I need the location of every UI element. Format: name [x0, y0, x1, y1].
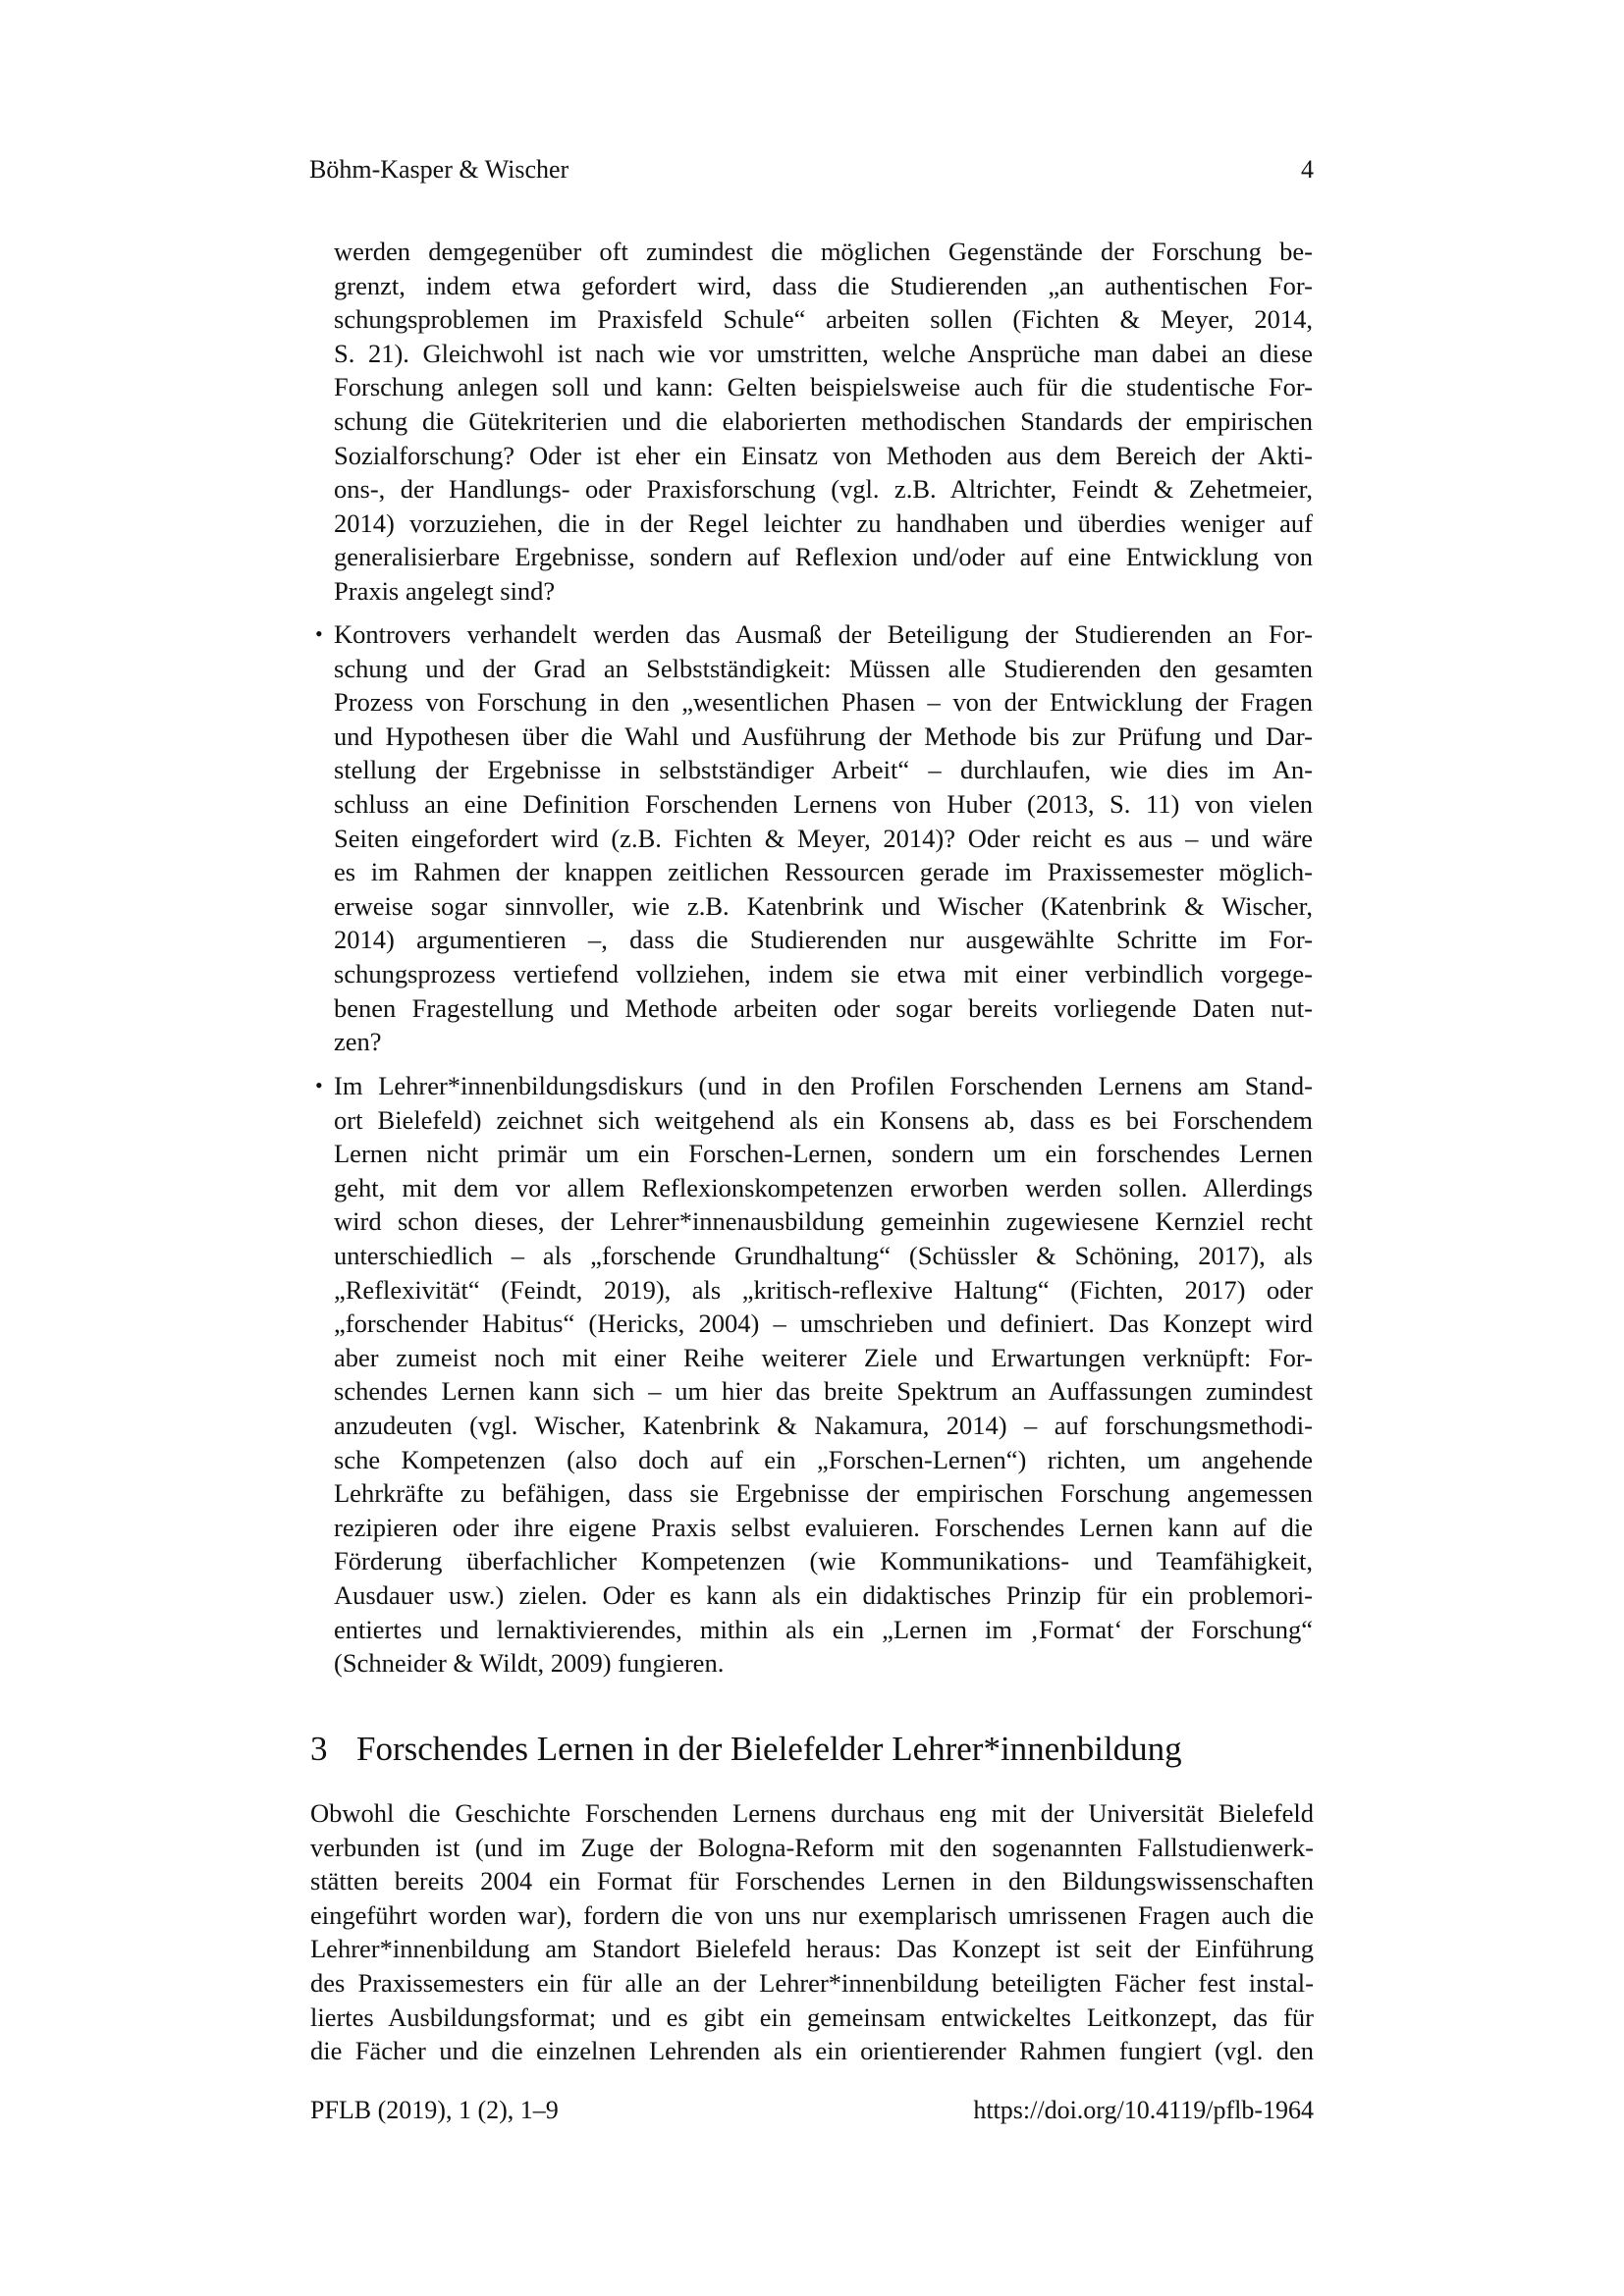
- text-line: schungsproblemen im Praxisfeld Schule“ arbeiten sollen (Fichten & Meyer, 2014,: [334, 304, 1313, 335]
- text-line: Lehrkräfte zu befähigen, dass sie Ergebnisse der empirischen Forschung angemessen: [334, 1478, 1313, 1509]
- text-line: erweise sogar sinnvoller, wie z.B. Katenbrink und Wischer (Katenbrink & Wischer,: [334, 890, 1313, 921]
- text-line: wird schon dieses, der Lehrer*innenausbildung gemeinhin zugewiesene Kernziel recht: [334, 1206, 1313, 1237]
- running-header: [309, 155, 1314, 185]
- page-number: 4: [1301, 155, 1314, 184]
- text-line: sche Kompetenzen (also doch auf ein „Forschen-Lernen“) richten, um angehende: [334, 1444, 1313, 1474]
- text-line: zen?: [334, 1027, 382, 1057]
- text-line: unterschiedlich – als „forschende Grundhaltung“ (Schüssler & Schöning, 2017), als: [334, 1240, 1313, 1270]
- journal-citation: PFLB (2019), 1 (2), 1–9: [310, 2096, 559, 2124]
- header-author: Böhm-Kasper & Wischer: [309, 155, 569, 184]
- text-line: liertes Ausbildungsformat; und es gibt ein gemeinsam entwickeltes Leitkonzept, das für: [310, 2002, 1314, 2032]
- doi-link[interactable]: https://doi.org/10.4119/pflb-1964: [973, 2096, 1314, 2124]
- text-line: es im Rahmen der knappen zeitlichen Ressourcen gerade im Praxissemester möglich-: [334, 857, 1313, 887]
- text-line: entiertes und lernaktivierendes, mithin als ein „Lernen im ‚Format‘ der Forschung“: [334, 1614, 1313, 1644]
- text-line: ort Bielefeld) zeichnet sich weitgehend als ein Konsens ab, dass es bei Forschendem: [334, 1104, 1313, 1135]
- text-line: Im Lehrer*innenbildungsdiskurs (und in den Profilen Forschenden Lernens am Stand-: [334, 1071, 1313, 1100]
- text-line: Sozialforschung? Oder ist eher ein Einsatz von Methoden aus dem Bereich der Akti-: [334, 440, 1313, 470]
- text-line: des Praxissemesters ein für alle an der Lehrer*innenbildung beteiligten Fächer fest instal-: [310, 1967, 1314, 1998]
- text-line: Prozess von Forschung in den „wesentlichen Phasen – von der Entwicklung der Fragen: [334, 687, 1313, 718]
- section-paragraph: [310, 1796, 1314, 2068]
- text-line: generalisierbare Ergebnisse, sondern auf Reflexion und/oder auf eine Entwicklung von: [334, 542, 1313, 572]
- text-line: benen Fragestellung und Methode arbeiten oder sogar bereits vorliegende Daten nut-: [334, 992, 1313, 1023]
- text-line: Förderung überfachlicher Kompetenzen (wie Kommunikations- und Teamfähigkeit,: [334, 1546, 1313, 1576]
- text-line: 2014) argumentieren –, dass die Studierenden nur ausgewählte Schritte im For-: [334, 925, 1313, 955]
- text-line: rezipieren oder ihre eigene Praxis selbst evaluieren. Forschendes Lernen kann auf die: [334, 1512, 1313, 1542]
- text-line: Lernen nicht primär um ein Forschen-Lernen, sondern um ein forschendes Lernen: [334, 1139, 1313, 1169]
- text-line: Kontrovers verhandelt werden das Ausmaß der Beteiligung der Studierenden an For-: [334, 619, 1313, 649]
- bullet-icon: •: [315, 621, 323, 646]
- text-line: grenzt, indem etwa gefordert wird, dass die Studierenden „an authentischen For-: [334, 270, 1313, 300]
- text-line: schung die Gütekriterien und die elaborierten methodischen Standards der empirischen: [334, 405, 1313, 436]
- text-line: werden demgegenüber oft zumindest die möglichen Gegenstände der Forschung be-: [334, 237, 1313, 266]
- bullet-item: [315, 1069, 1313, 1681]
- section-number: 3: [310, 1730, 328, 1768]
- text-line: schendes Lernen kann sich – um hier das breite Spektrum an Auffassungen zumindest: [334, 1376, 1313, 1407]
- text-line: (Schneider & Wildt, 2009) fungieren.: [334, 1648, 725, 1679]
- text-line: schluss an eine Definition Forschenden Lernens von Huber (2013, S. 11) von vielen: [334, 788, 1313, 819]
- text-line: 2014) vorzuziehen, die in der Regel leichter zu handhaben und überdies weniger auf: [334, 507, 1313, 538]
- text-line: Seiten eingefordert wird (z.B. Fichten & Meyer, 2014)? Oder reicht es aus – und wäre: [334, 823, 1313, 853]
- section-title: Forschendes Lernen in der Bielefelder Lehrer*innenbildung: [356, 1730, 1182, 1768]
- text-line: verbunden ist (und im Zuge der Bologna-Reform mit den sogenannten Fallstudienwerk-: [310, 1832, 1314, 1862]
- text-line: geht, mit dem vor allem Reflexionskompetenzen erworben werden sollen. Allerdings: [334, 1172, 1313, 1202]
- text-line: Forschung anlegen soll und kann: Gelten beispielsweise auch für die studentische For-: [334, 372, 1313, 402]
- text-line: die Fächer und die einzelnen Lehrenden als ein orientierender Rahmen fungiert (vgl. den: [310, 2036, 1314, 2066]
- running-footer: [310, 2096, 1314, 2125]
- text-line: „Reflexivität“ (Feindt, 2019), als „kritisch-reflexive Haltung“ (Fichten, 2017) oder: [334, 1274, 1313, 1305]
- text-line: Ausdauer usw.) zielen. Oder es kann als ein didaktisches Prinzip für ein problemori-: [334, 1579, 1313, 1610]
- text-line: stätten bereits 2004 ein Format für Forschendes Lernen in den Bildungswissenschaften: [310, 1866, 1314, 1896]
- text-line: aber zumeist noch mit einer Reihe weiterer Ziele und Erwartungen verknüpft: For-: [334, 1342, 1313, 1372]
- text-line: S. 21). Gleichwohl ist nach wie vor umstritten, welche Ansprüche man dabei an diese: [334, 338, 1313, 368]
- text-line: „forschender Habitus“ (Hericks, 2004) – umschrieben und definiert. Das Konzept wird: [334, 1308, 1313, 1339]
- text-line: stellung der Ergebnisse in selbstständiger Arbeit“ – durchlaufen, wie dies im An-: [334, 755, 1313, 785]
- text-line: schungsprozess vertiefend vollziehen, indem sie etwa mit einer verbindlich vorgege-: [334, 958, 1313, 988]
- text-line: anzudeuten (vgl. Wischer, Katenbrink & Nakamura, 2014) – auf forschungsmethodi-: [334, 1410, 1313, 1440]
- text-line: Praxis angelegt sind?: [334, 575, 556, 606]
- text-line: Lehrer*innenbildung am Standort Bielefeld heraus: Das Konzept ist seit der Einführung: [310, 1934, 1314, 1964]
- text-line: schung und der Grad an Selbstständigkeit: Müssen alle Studierenden den gesamten: [334, 653, 1313, 683]
- bullet-item: [315, 617, 1313, 1059]
- text-line: und Hypothesen über die Wahl und Ausführung der Methode bis zur Prüfung und Dar-: [334, 721, 1313, 751]
- text-line: ons-, der Handlungs- oder Praxisforschung (vgl. z.B. Altrichter, Feindt & Zehetmeier,: [334, 474, 1313, 505]
- continuation-paragraph: [334, 235, 1313, 609]
- text-line: Obwohl die Geschichte Forschenden Lernens durchaus eng mit der Universität Bielefeld: [310, 1798, 1314, 1828]
- bullet-icon: •: [315, 1073, 323, 1097]
- section-heading: [310, 1730, 1182, 1769]
- text-line: eingeführt worden war), fordern die von uns nur exemplarisch umrissenen Fragen auch die: [310, 1899, 1314, 1930]
